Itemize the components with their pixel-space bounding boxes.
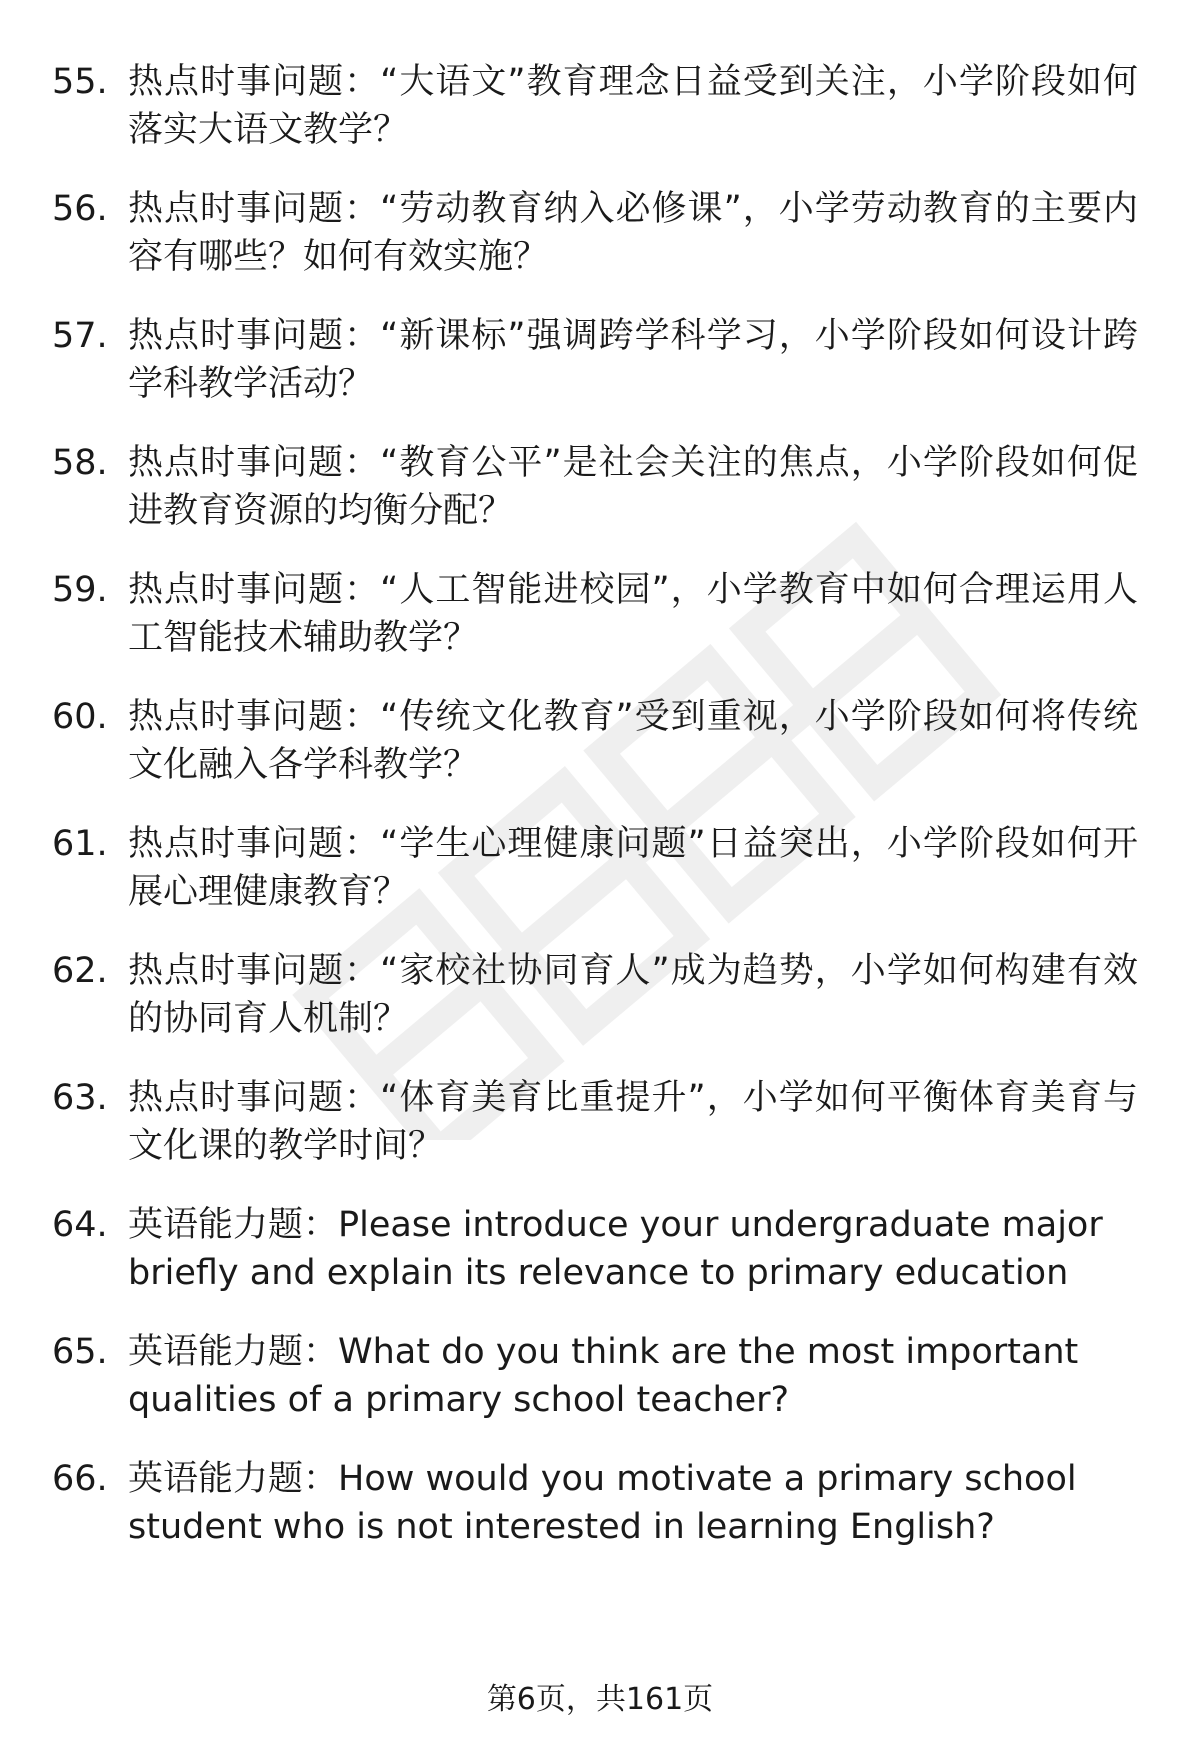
question-number: 66.: [52, 1459, 108, 1499]
question-list: [0, 58, 1200, 1582]
question-number: 61.: [52, 824, 108, 864]
question-text: 热点时事问题：“传统文化教育”受到重视，小学阶段如何将传统文化融入各学科教学？: [128, 697, 1138, 785]
question-item: [0, 1074, 1200, 1170]
question-item: [0, 820, 1200, 916]
question-item: [0, 1455, 1200, 1551]
question-number: 56.: [52, 189, 108, 229]
question-text: 热点时事问题：“新课标”强调跨学科学习，小学阶段如何设计跨学科教学活动？: [128, 316, 1138, 404]
question-number: 62.: [52, 951, 108, 991]
question-number: 55.: [52, 62, 108, 102]
question-item: [0, 947, 1200, 1043]
question-number: 63.: [52, 1078, 108, 1118]
question-text: 热点时事问题：“大语文”教育理念日益受到关注，小学阶段如何落实大语文教学？: [128, 62, 1138, 150]
question-text: 热点时事问题：“家校社协同育人”成为趋势，小学如何构建有效的协同育人机制？: [128, 951, 1138, 1039]
question-item: [0, 566, 1200, 662]
question-text: 英语能力题：Please introduce your undergraduate major briefly and explain its relevance to primary education: [128, 1205, 1103, 1293]
question-text: 英语能力题：How would you motivate a primary school student who is not interested in learning English?: [128, 1459, 1077, 1547]
question-text: 热点时事问题：“学生心理健康问题”日益突出，小学阶段如何开展心理健康教育？: [128, 824, 1138, 912]
question-item: [0, 693, 1200, 789]
page-number-label: 第6页，共161页: [486, 1682, 714, 1717]
question-number: 65.: [52, 1332, 108, 1372]
question-number: 57.: [52, 316, 108, 356]
question-number: 60.: [52, 697, 108, 737]
question-item: [0, 58, 1200, 154]
question-text: 热点时事问题：“劳动教育纳入必修课”，小学劳动教育的主要内容有哪些？如何有效实施？: [128, 189, 1138, 277]
question-item: [0, 185, 1200, 281]
question-number: 58.: [52, 443, 108, 483]
question-text: 热点时事问题：“人工智能进校园”，小学教育中如何合理运用人工智能技术辅助教学？: [128, 570, 1138, 658]
question-item: [0, 312, 1200, 408]
question-number: 59.: [52, 570, 108, 610]
question-item: [0, 439, 1200, 535]
page-footer: [0, 1680, 1200, 1720]
question-text: 热点时事问题：“教育公平”是社会关注的焦点，小学阶段如何促进教育资源的均衡分配？: [128, 443, 1138, 531]
question-number: 64.: [52, 1205, 108, 1245]
question-text: 热点时事问题：“体育美育比重提升”，小学如何平衡体育美育与文化课的教学时间？: [128, 1078, 1138, 1166]
question-item: [0, 1328, 1200, 1424]
question-item: [0, 1201, 1200, 1297]
question-text: 英语能力题：What do you think are the most important qualities of a primary school teacher?: [128, 1332, 1079, 1420]
